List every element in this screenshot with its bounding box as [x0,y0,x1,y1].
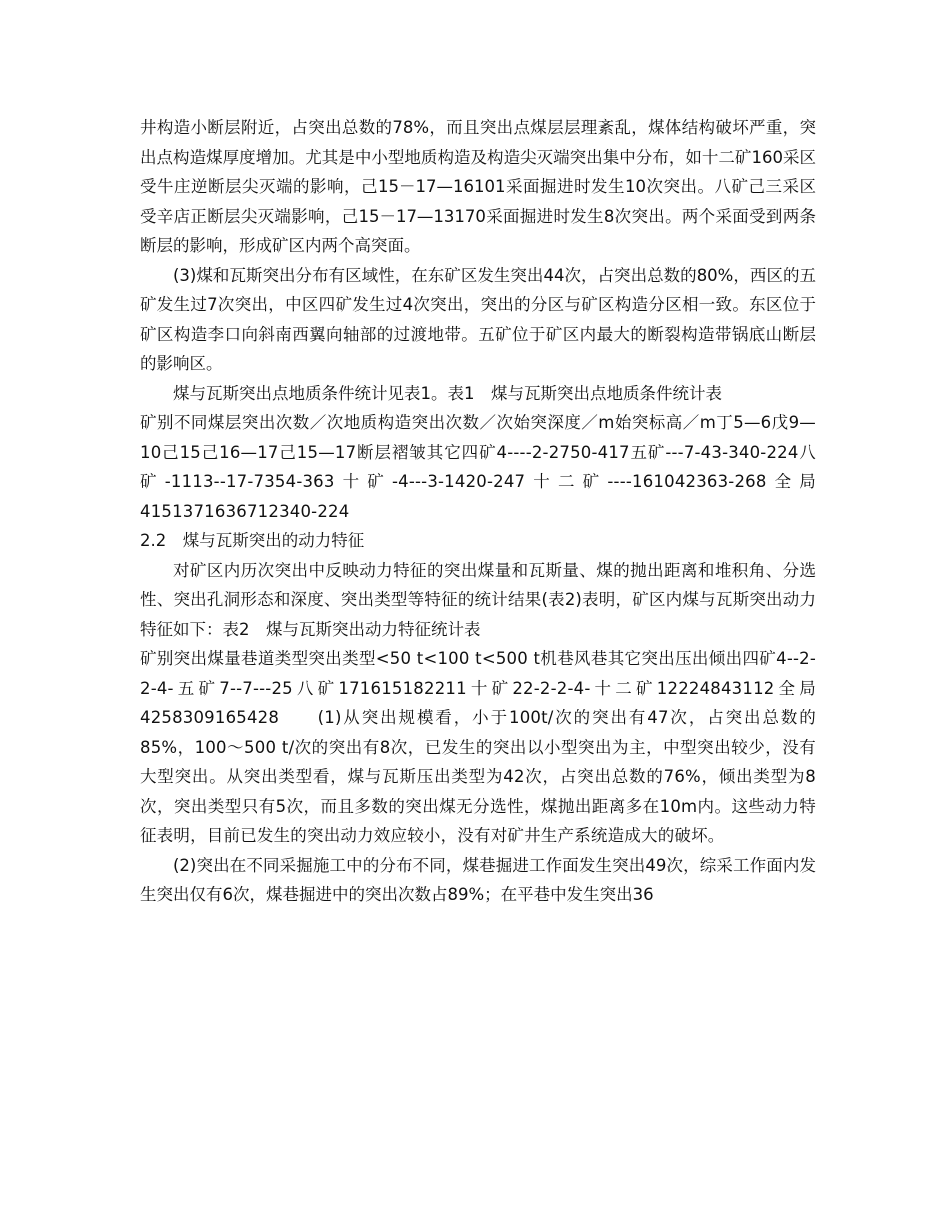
paragraph-table1-caption: 煤与瓦斯突出点地质条件统计见表1。表1 煤与瓦斯突出点地质条件统计表 [173,383,722,403]
paragraph-fault-structure: 井构造小断层附近，占突出总数的78%，而且突出点煤层层理紊乱，煤体结构破坏严重，突出点构造煤厚度增加。尤其是中小型地质构造及构造尖灭端突出集中分布，如十二矿160采区受牛庄逆断层尖灭端的影响，己15－17—16101采面掘进时发生10次突出。八矿己三采区受辛店正断层尖灭端影响，己15－17—13170采面掘进时发生8次突出。两个采面受到两条断层的影响，形成矿区内两个高突面。 [140,118,816,255]
paragraph-table2-data-and-scale: 矿别突出煤量巷道类型突出类型<50 t<100 t<500 t机巷风巷其它突出压出倾出四矿4--2-2-4-五矿7--7---25八矿171615182211十矿22-2-2-4-十二矿12224843112全局4258309165428 (1)从突出规模看，小于100t/次的突出有47次，占突出总数的85%，100～500 t/次的突出有8次，已发生的突出以小型突出为主，中型突出较少，没有大型突出。从突出类型看，煤与瓦斯压出类型为42次，占突出总数的76%，倾出类型为8次，突出类型只有5次，而且多数的突出煤无分选性，煤抛出距离多在10m内。这些动力特征表明，目前已发生的突出动力效应较小，没有对矿井生产系统造成大的破坏。 [140,649,816,845]
paragraph-table1-data: 矿别不同煤层突出次数／次地质构造突出次数／次始突深度／m始突标高／m丁5—6戊9—10己15己16—17己15—17断层褶皱其它四矿4----2-2750-417五矿---7-43-340-224八矿-1113--17-7354-363十矿-4---3-1420-247十二矿----161042363-268全局4151371636712340-224 [140,413,816,521]
document-body [140,113,816,910]
paragraph-dynamic-features-intro: 对矿区内历次突出中反映动力特征的突出煤量和瓦斯量、煤的抛出距离和堆积角、分选性、突出孔洞形态和深度、突出类型等特征的统计结果(表2)表明，矿区内煤与瓦斯突出动力特征如下：表2 煤与瓦斯突出动力特征统计表 [140,560,816,639]
section-heading-2-2: 2.2 煤与瓦斯突出的动力特征 [140,531,365,550]
paragraph-construction-distribution: (2)突出在不同采掘施工中的分布不同，煤巷掘进工作面发生突出49次，综采工作面内发生突出仅有6次，煤巷掘进中的突出次数占89%；在平巷中发生突出36 [140,855,816,904]
paragraph-regional-distribution: (3)煤和瓦斯突出分布有区域性，在东矿区发生突出44次，占突出总数的80%，西区的五矿发生过7次突出，中区四矿发生过4次突出，突出的分区与矿区构造分区相一致。东区位于矿区构造李口向斜南西翼向轴部的过渡地带。五矿位于矿区内最大的断裂构造带锅底山断层的影响区。 [140,265,816,373]
